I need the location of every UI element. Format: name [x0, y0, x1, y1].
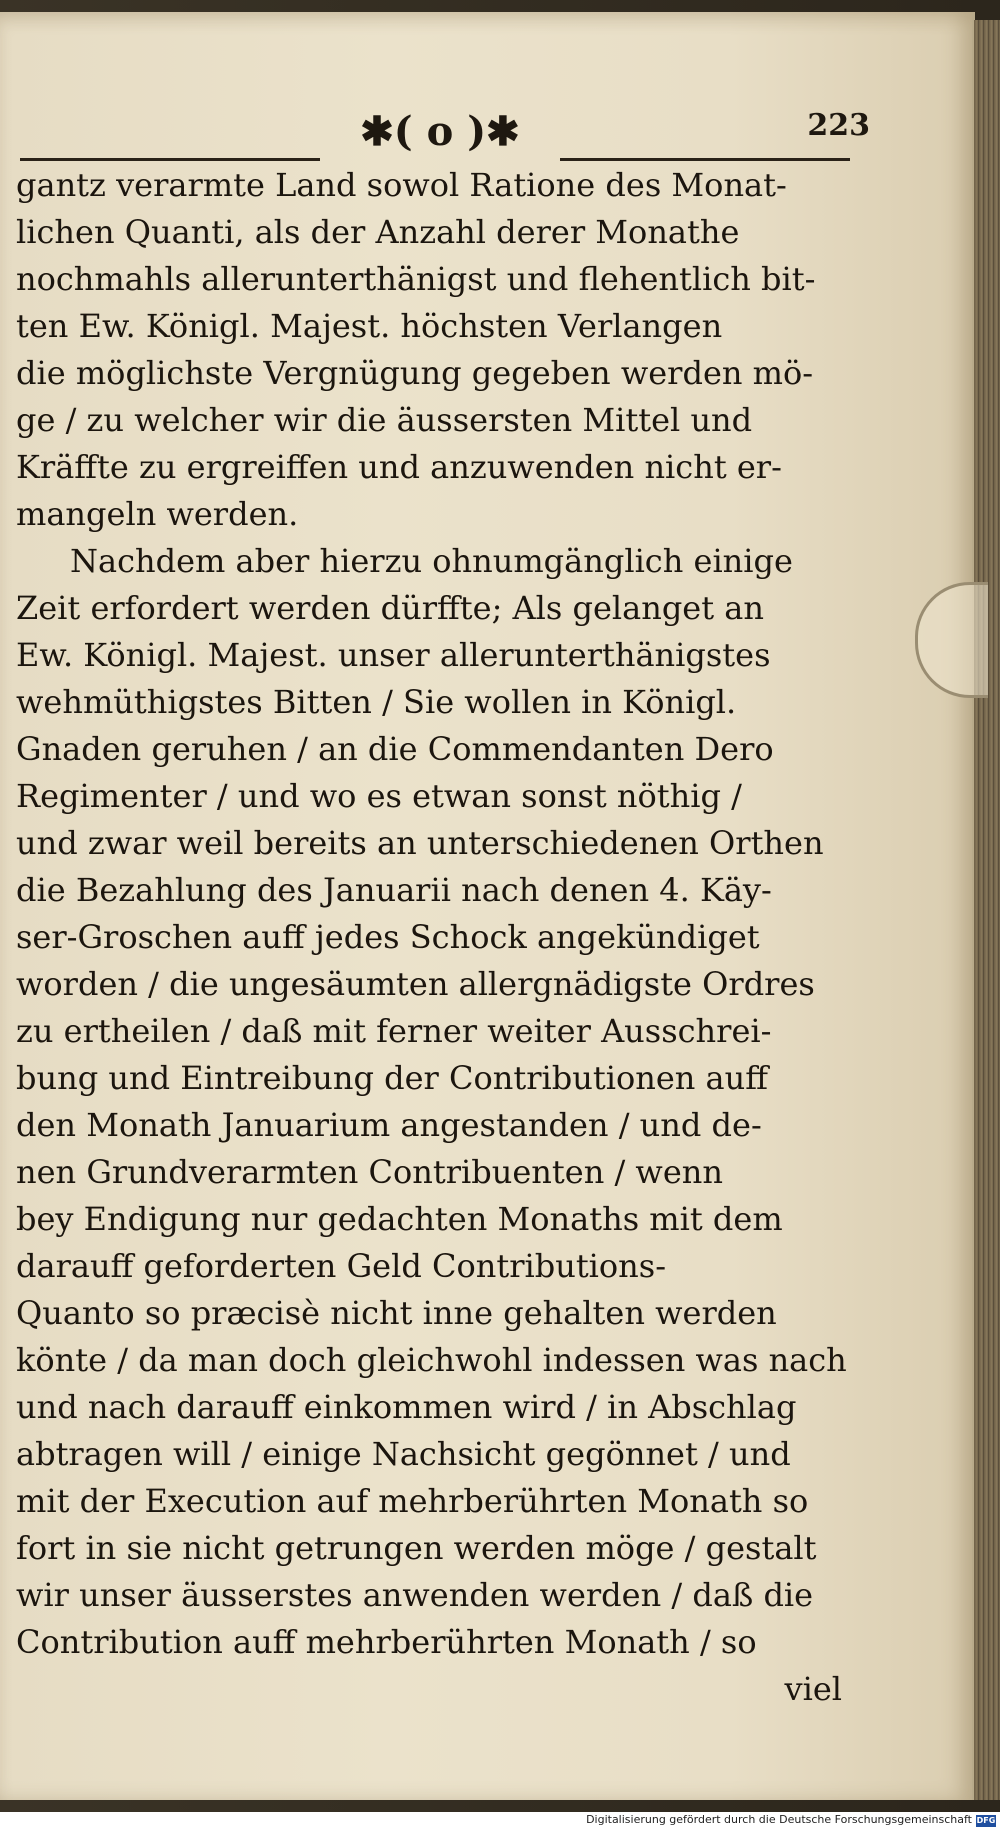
catchword: viel: [784, 1670, 842, 1708]
text-line: Quanto so præcisè nicht inne gehalten werden: [16, 1294, 777, 1332]
page-header: [20, 104, 870, 164]
text-line: gantz verarmte Land sowol Ratione des Monat-: [16, 166, 787, 204]
text-line: Ew. Königl. Majest. unser allerunterthänigstes: [16, 636, 771, 674]
text-line: die möglichste Vergnügung gegeben werden mö-: [16, 354, 814, 392]
text-line: und zwar weil bereits an unterschiedenen Orthen: [16, 824, 824, 862]
page-number: 223: [807, 108, 870, 143]
text-line: könte / da man doch gleichwohl indessen was nach: [16, 1341, 847, 1379]
text-line: abtragen will / einige Nachsicht gegönnet / und: [16, 1435, 791, 1473]
text-line: nochmahls allerunterthänigst und flehentlich bit-: [16, 260, 816, 298]
text-line: wehmüthigstes Bitten / Sie wollen in Königl.: [16, 683, 737, 721]
text-line: lichen Quanti, als der Anzahl derer Monathe: [16, 213, 740, 251]
paragraph-start-line: Nachdem aber hierzu ohnumgänglich einige: [70, 542, 793, 580]
header-rule-left: [20, 158, 320, 161]
text-line: darauff geforderten Geld Contributions-: [16, 1247, 667, 1285]
text-line: Kräffte zu ergreiffen und anzuwenden nicht er-: [16, 448, 782, 486]
text-line: Contribution auff mehrberührten Monath / so: [16, 1623, 757, 1661]
text-line: ten Ew. Königl. Majest. höchsten Verlangen: [16, 307, 723, 345]
text-line: bey Endigung nur gedachten Monaths mit dem: [16, 1200, 783, 1238]
body-text: [16, 162, 852, 1713]
text-line: ge / zu welcher wir die äussersten Mittel und: [16, 401, 753, 439]
text-line: Gnaden geruhen / an die Commendanten Dero: [16, 730, 774, 768]
text-line: und nach darauff einkommen wird / in Abschlag: [16, 1388, 797, 1426]
text-line: bung und Eintreibung der Contributionen auff: [16, 1059, 768, 1097]
text-line: die Bezahlung des Januarii nach denen 4. Käy-: [16, 871, 772, 909]
text-line: wir unser äusserstes anwenden werden / daß die: [16, 1576, 814, 1614]
text-line: nen Grundverarmten Contribuenten / wenn: [16, 1153, 723, 1191]
text-line: zu ertheilen / daß mit ferner weiter Ausschrei-: [16, 1012, 772, 1050]
header-ornament: ✱( o )✱: [360, 108, 520, 155]
text-line: Zeit erfordert werden dürffte; Als gelanget an: [16, 589, 764, 627]
text-line: worden / die ungesäumten allergnädigste Ordres: [16, 965, 815, 1003]
text-line: ser-Groschen auff jedes Schock angekündiget: [16, 918, 760, 956]
header-rule-right: [560, 158, 850, 161]
book-page: [0, 12, 975, 1800]
funding-credit: Digitalisierung gefördert durch die Deutsche Forschungsgemeinschaft: [586, 1813, 972, 1826]
text-line: den Monath Januarium angestanden / und de-: [16, 1106, 762, 1144]
text-line: mit der Execution auf mehrberührten Monath so: [16, 1482, 809, 1520]
footer-bar: [0, 1812, 1000, 1832]
text-line: mangeln werden.: [16, 495, 299, 533]
page-stack-edge: [974, 20, 1000, 1800]
text-line: Regimenter / und wo es etwan sonst nöthig /: [16, 777, 742, 815]
text-line: fort in sie nicht getrungen werden möge / gestalt: [16, 1529, 817, 1567]
dfg-logo-icon: DFG: [976, 1816, 996, 1825]
